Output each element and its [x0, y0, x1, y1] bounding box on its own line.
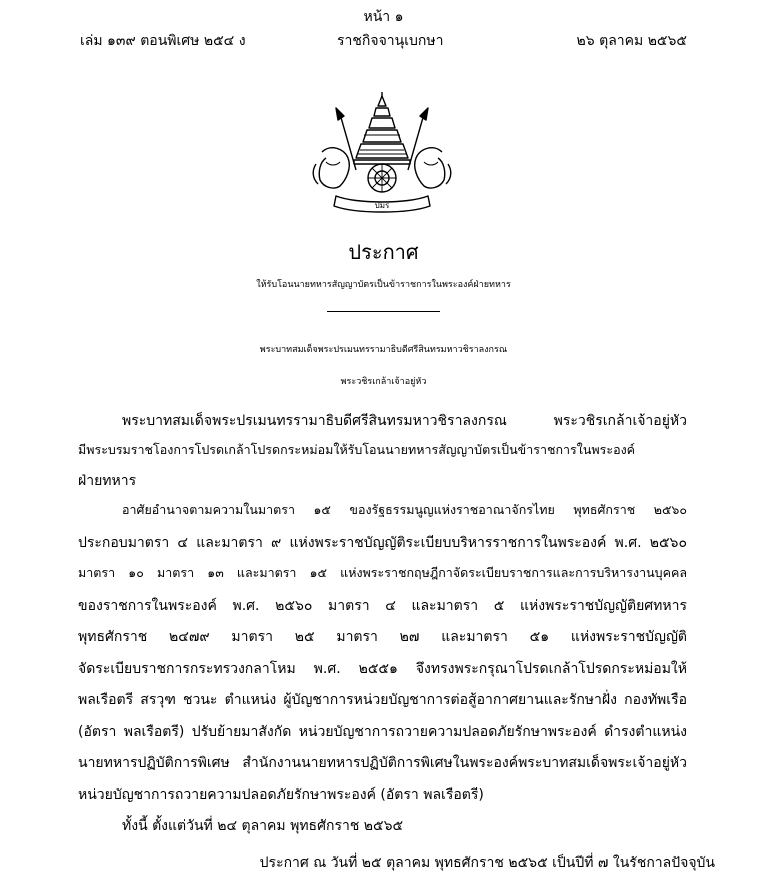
effective-date: ทั้งนี้ ตั้งแต่วันที่ ๒๔ ตุลาคม พุทธศักราช ๒๕๖๕: [122, 818, 404, 834]
body-line: อาศัยอำนาจตามความในมาตรา ๑๕ ของรัฐธรรมนูญแห่งราชอาณาจักรไทย พุทธศักราช ๒๕๖๐: [122, 502, 687, 517]
king-title-line-1: พระบาทสมเด็จพระปรเมนทรรามาธิบดีศรีสินทรมหาวชิราลงกรณ: [259, 345, 508, 355]
emblem-ribbon-text: ปมร: [374, 201, 390, 210]
body-line: พระบาทสมเด็จพระปรเมนทรรามาธิบดีศรีสินทรมหาวชิราลงกรณ พระวชิรเกล้าเจ้าอยู่หัว: [122, 413, 687, 429]
king-title-line-2: พระวชิรเกล้าเจ้าอยู่หัว: [340, 377, 427, 387]
title-divider: [327, 311, 440, 312]
announcement-date: ประกาศ ณ วันที่ ๒๕ ตุลาคม พุทธศักราช ๒๕๖๕ เป็นปีที่ ๗ ในรัชกาลปัจจุบัน: [259, 855, 715, 871]
announcement-title: ประกาศ: [348, 240, 419, 264]
body-line: ประกอบมาตรา ๔ และมาตรา ๙ แห่งพระราชบัญญัติระเบียบบริหารราชการในพระองค์ พ.ศ. ๒๕๖๐: [78, 535, 687, 551]
body-line: พลเรือตรี สรวุฑ ชวนะ ตำแหน่ง ผู้บัญชาการหน่วยบัญชาการต่อสู้อากาศยานและรักษาฝั่ง กองทัพเรือ: [78, 692, 687, 708]
body-line: นายทหารปฏิบัติการพิเศษ สำนักงานนายทหารปฏิบัติการพิเศษในพระองค์พระบาทสมเด็จพระเจ้าอยู่หัว: [78, 755, 687, 771]
body-line: มาตรา ๑๐ มาตรา ๑๓ และมาตรา ๑๕ แห่งพระราชกฤษฎีกาจัดระเบียบราชการและการบริหารงานบุคคล: [78, 565, 687, 580]
page-number: หน้า ๑: [363, 9, 404, 25]
body-line: (อัตรา พลเรือตรี) ปรับย้ายมาสังกัด หน่วยบัญชาการถวายความปลอดภัยรักษาพระองค์ ดำรงตำแหน่ง: [78, 724, 687, 740]
header-date: ๒๖ ตุลาคม ๒๕๖๕: [576, 33, 687, 49]
body-line: ของราชการในพระองค์ พ.ศ. ๒๕๖๐ มาตรา ๔ และมาตรา ๕ แห่งพระราชบัญญัติยศทหาร: [78, 598, 687, 614]
body-line: จัดระเบียบราชการกระทรวงกลาโหม พ.ศ. ๒๕๕๑ จึงทรงพระกรุณาโปรดเกล้าโปรดกระหม่อมให้: [78, 661, 687, 677]
gazette-name: ราชกิจจานุเบกษา: [337, 33, 444, 49]
announcement-subtitle: ให้รับโอนนายทหารสัญญาบัตรเป็นข้าราชการในพระองค์ฝ่ายทหาร: [256, 280, 511, 290]
body-line: พุทธศักราช ๒๔๗๙ มาตรา ๒๕ มาตรา ๒๗ และมาตรา ๕๑ แห่งพระราชบัญญัติ: [78, 629, 687, 645]
body-line: มีพระบรมราชโองการโปรดเกล้าโปรดกระหม่อมให้รับโอนนายทหารสัญญาบัตรเป็นข้าราชการในพระองค์: [78, 442, 636, 457]
body-line: ฝ่ายทหาร: [78, 473, 137, 489]
volume-issue: เล่ม ๑๓๙ ตอนพิเศษ ๒๕๔ ง: [80, 33, 246, 49]
royal-emblem-icon: [300, 92, 464, 214]
body-line: หน่วยบัญชาการถวายความปลอดภัยรักษาพระองค์ (อัตรา พลเรือตรี): [78, 787, 484, 803]
